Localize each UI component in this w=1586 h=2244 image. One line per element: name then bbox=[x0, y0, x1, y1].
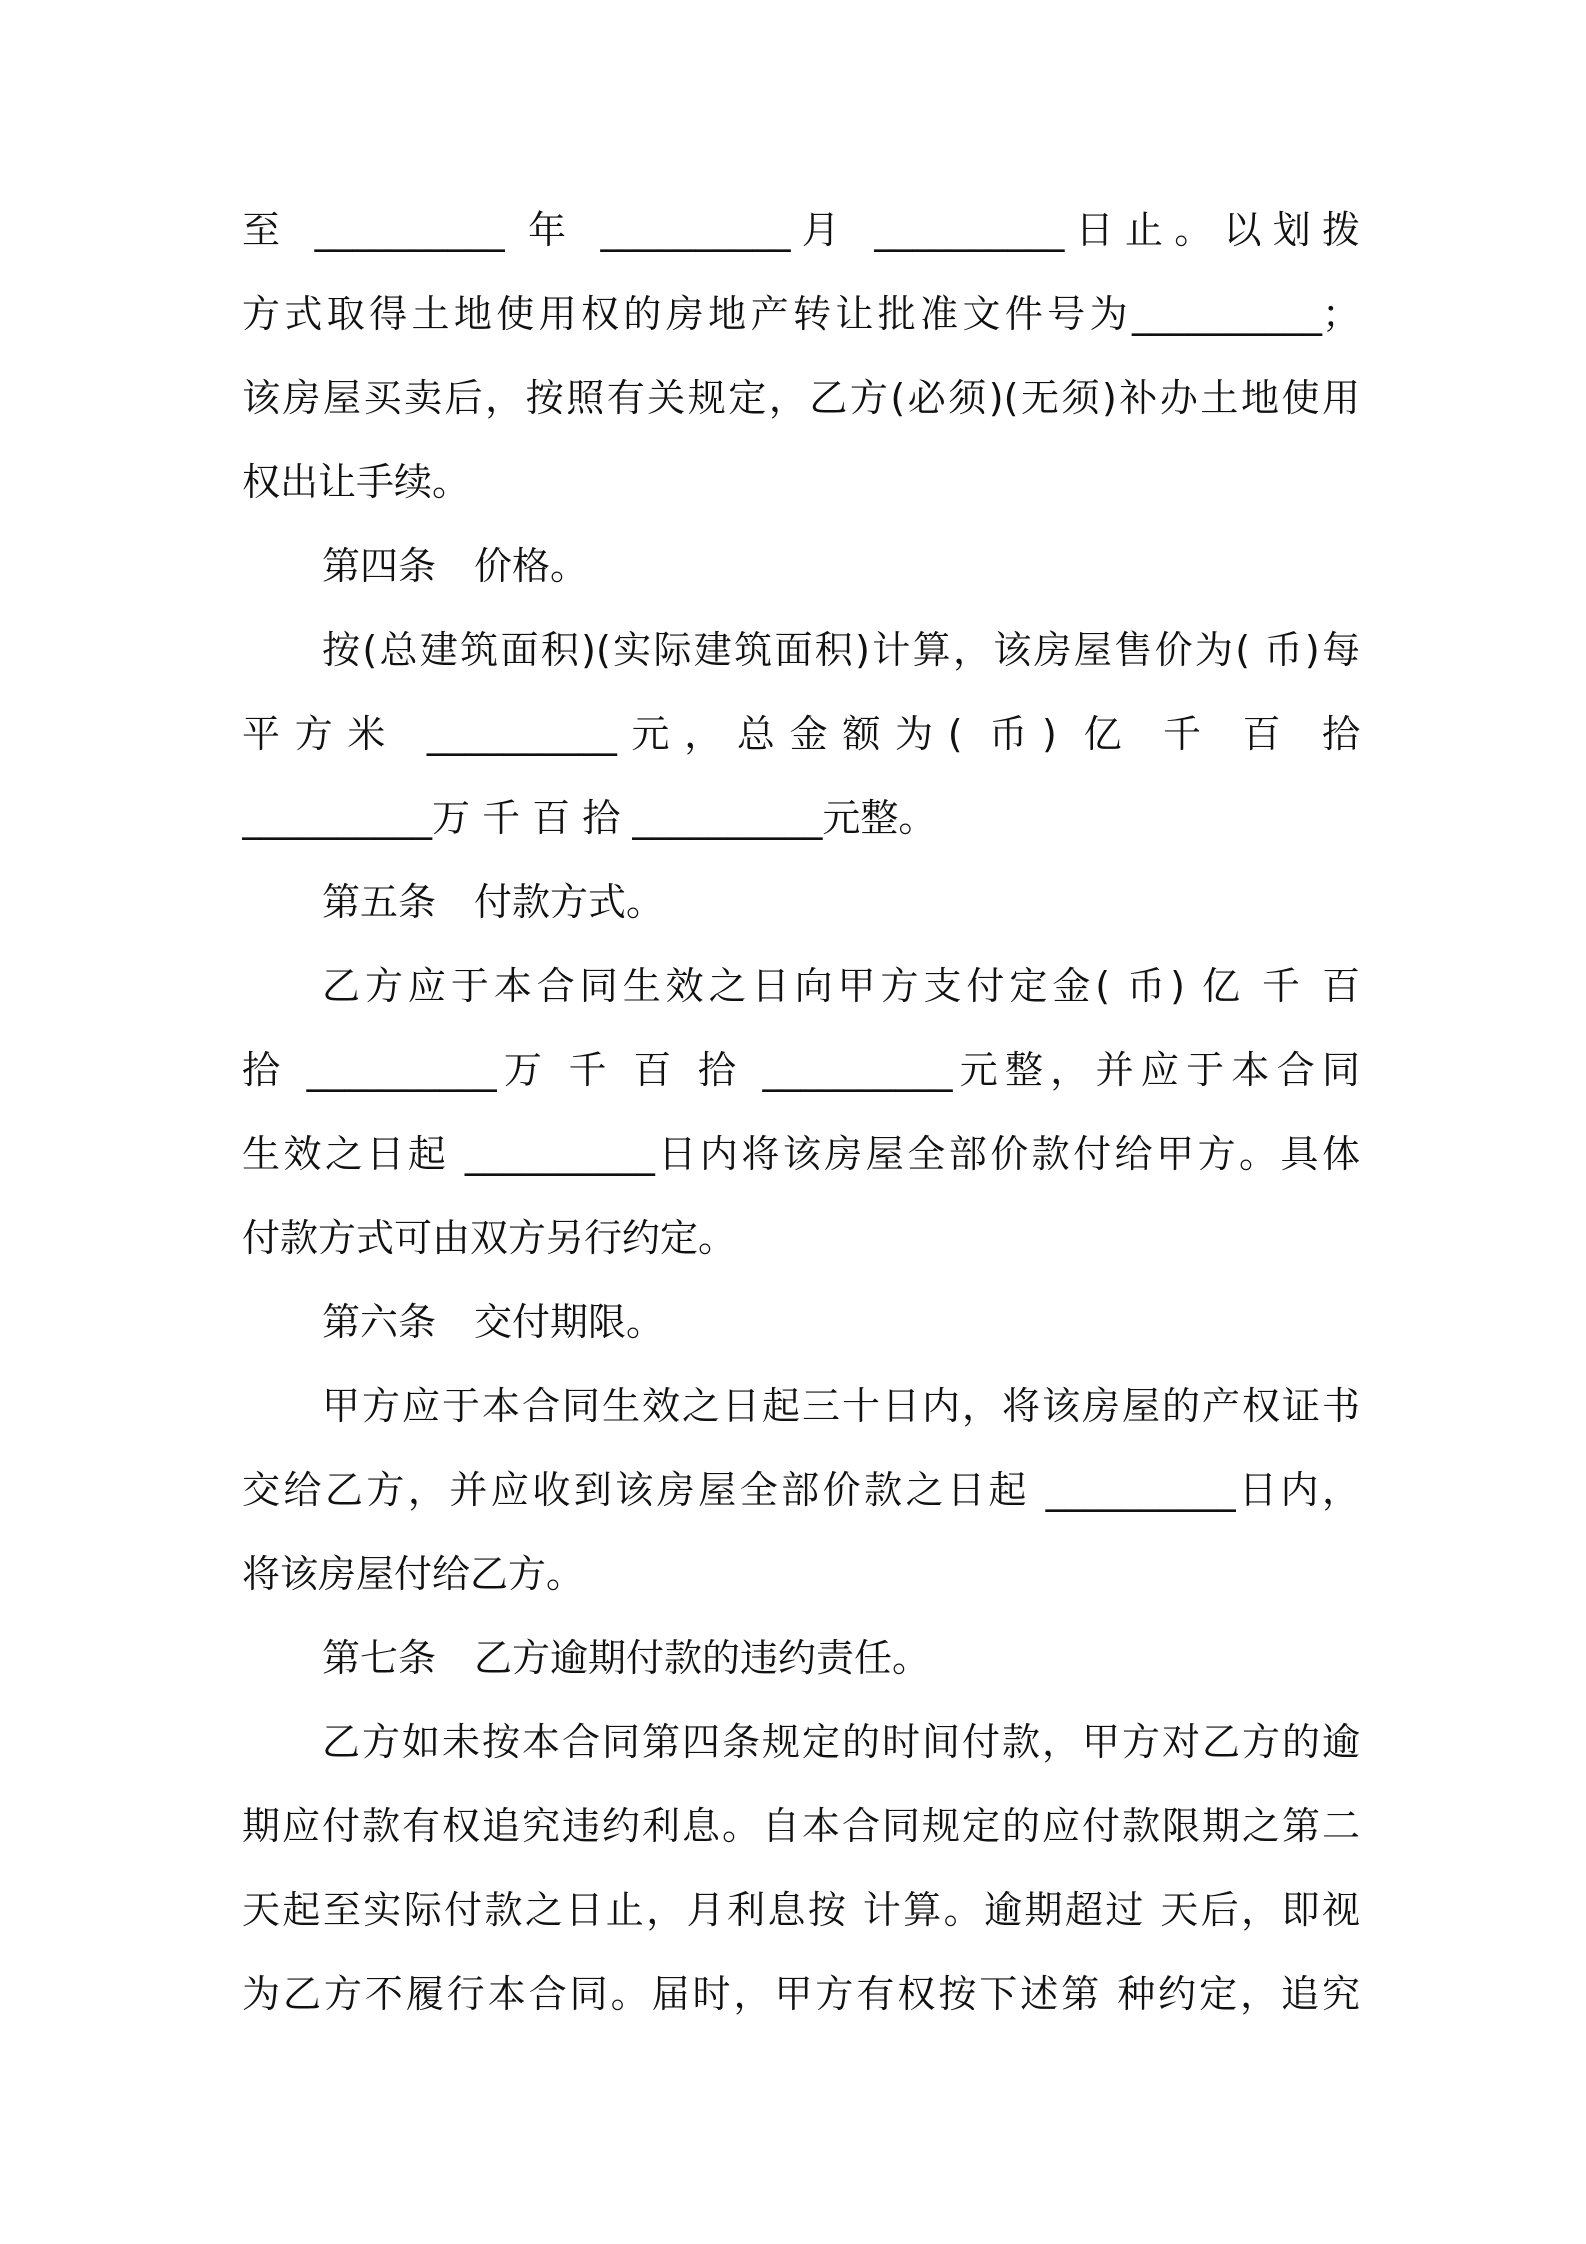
text-line: 期应付款有权追究违约利息。自本合同规定的应付款限期之第二 bbox=[242, 1804, 1360, 1848]
text-line: 生效之日起 __________日内将该房屋全部价款付给甲方。具体 bbox=[242, 1132, 1360, 1176]
text-line: 权出让手续。 bbox=[242, 460, 471, 504]
text-line: 甲方应于本合同生效之日起三十日内，将该房屋的产权证书 bbox=[322, 1384, 1360, 1428]
text-line: 方式取得土地使用权的房地产转让批准文件号为__________； bbox=[242, 292, 1360, 336]
text-line: 天起至实际付款之日止，月利息按 计算。逾期超过 天后，即视 bbox=[242, 1888, 1360, 1932]
article-7-title: 第七条 乙方逾期付款的违约责任。 bbox=[322, 1636, 931, 1680]
text-line: 付款方式可由双方另行约定。 bbox=[242, 1216, 737, 1260]
text-line: __________万 千 百 拾 __________元整。 bbox=[242, 796, 937, 840]
text-line: 为乙方不履行本合同。届时，甲方有权按下述第 种约定，追究 bbox=[242, 1972, 1360, 2016]
text-line: 乙方如未按本合同第四条规定的时间付款，甲方对乙方的逾 bbox=[322, 1720, 1360, 1764]
text-line: 按(总建筑面积)(实际建筑面积)计算，该房屋售价为( 币)每 bbox=[322, 628, 1360, 672]
article-4-title: 第四条 价格。 bbox=[322, 544, 589, 588]
article-6-title: 第六条 交付期限。 bbox=[322, 1300, 665, 1344]
contract-text bbox=[242, 188, 1360, 2036]
text-line: 该房屋买卖后，按照有关规定，乙方(必须)(无须)补办土地使用 bbox=[242, 376, 1360, 420]
text-line: 至 __________ 年 __________月 __________日止。以划拨 bbox=[242, 208, 1360, 252]
text-line: 交给乙方，并应收到该房屋全部价款之日起 __________日内， bbox=[242, 1468, 1360, 1512]
text-line: 拾 __________万 千 百 拾 __________元整，并应于本合同 bbox=[242, 1048, 1360, 1092]
article-5-title: 第五条 付款方式。 bbox=[322, 880, 665, 924]
text-line: 将该房屋付给乙方。 bbox=[242, 1552, 585, 1596]
text-line: 平方米 __________元，总金额为( 币) 亿 千 百 拾 bbox=[242, 712, 1360, 756]
text-line: 乙方应于本合同生效之日向甲方支付定金( 币) 亿 千 百 bbox=[322, 964, 1360, 1008]
